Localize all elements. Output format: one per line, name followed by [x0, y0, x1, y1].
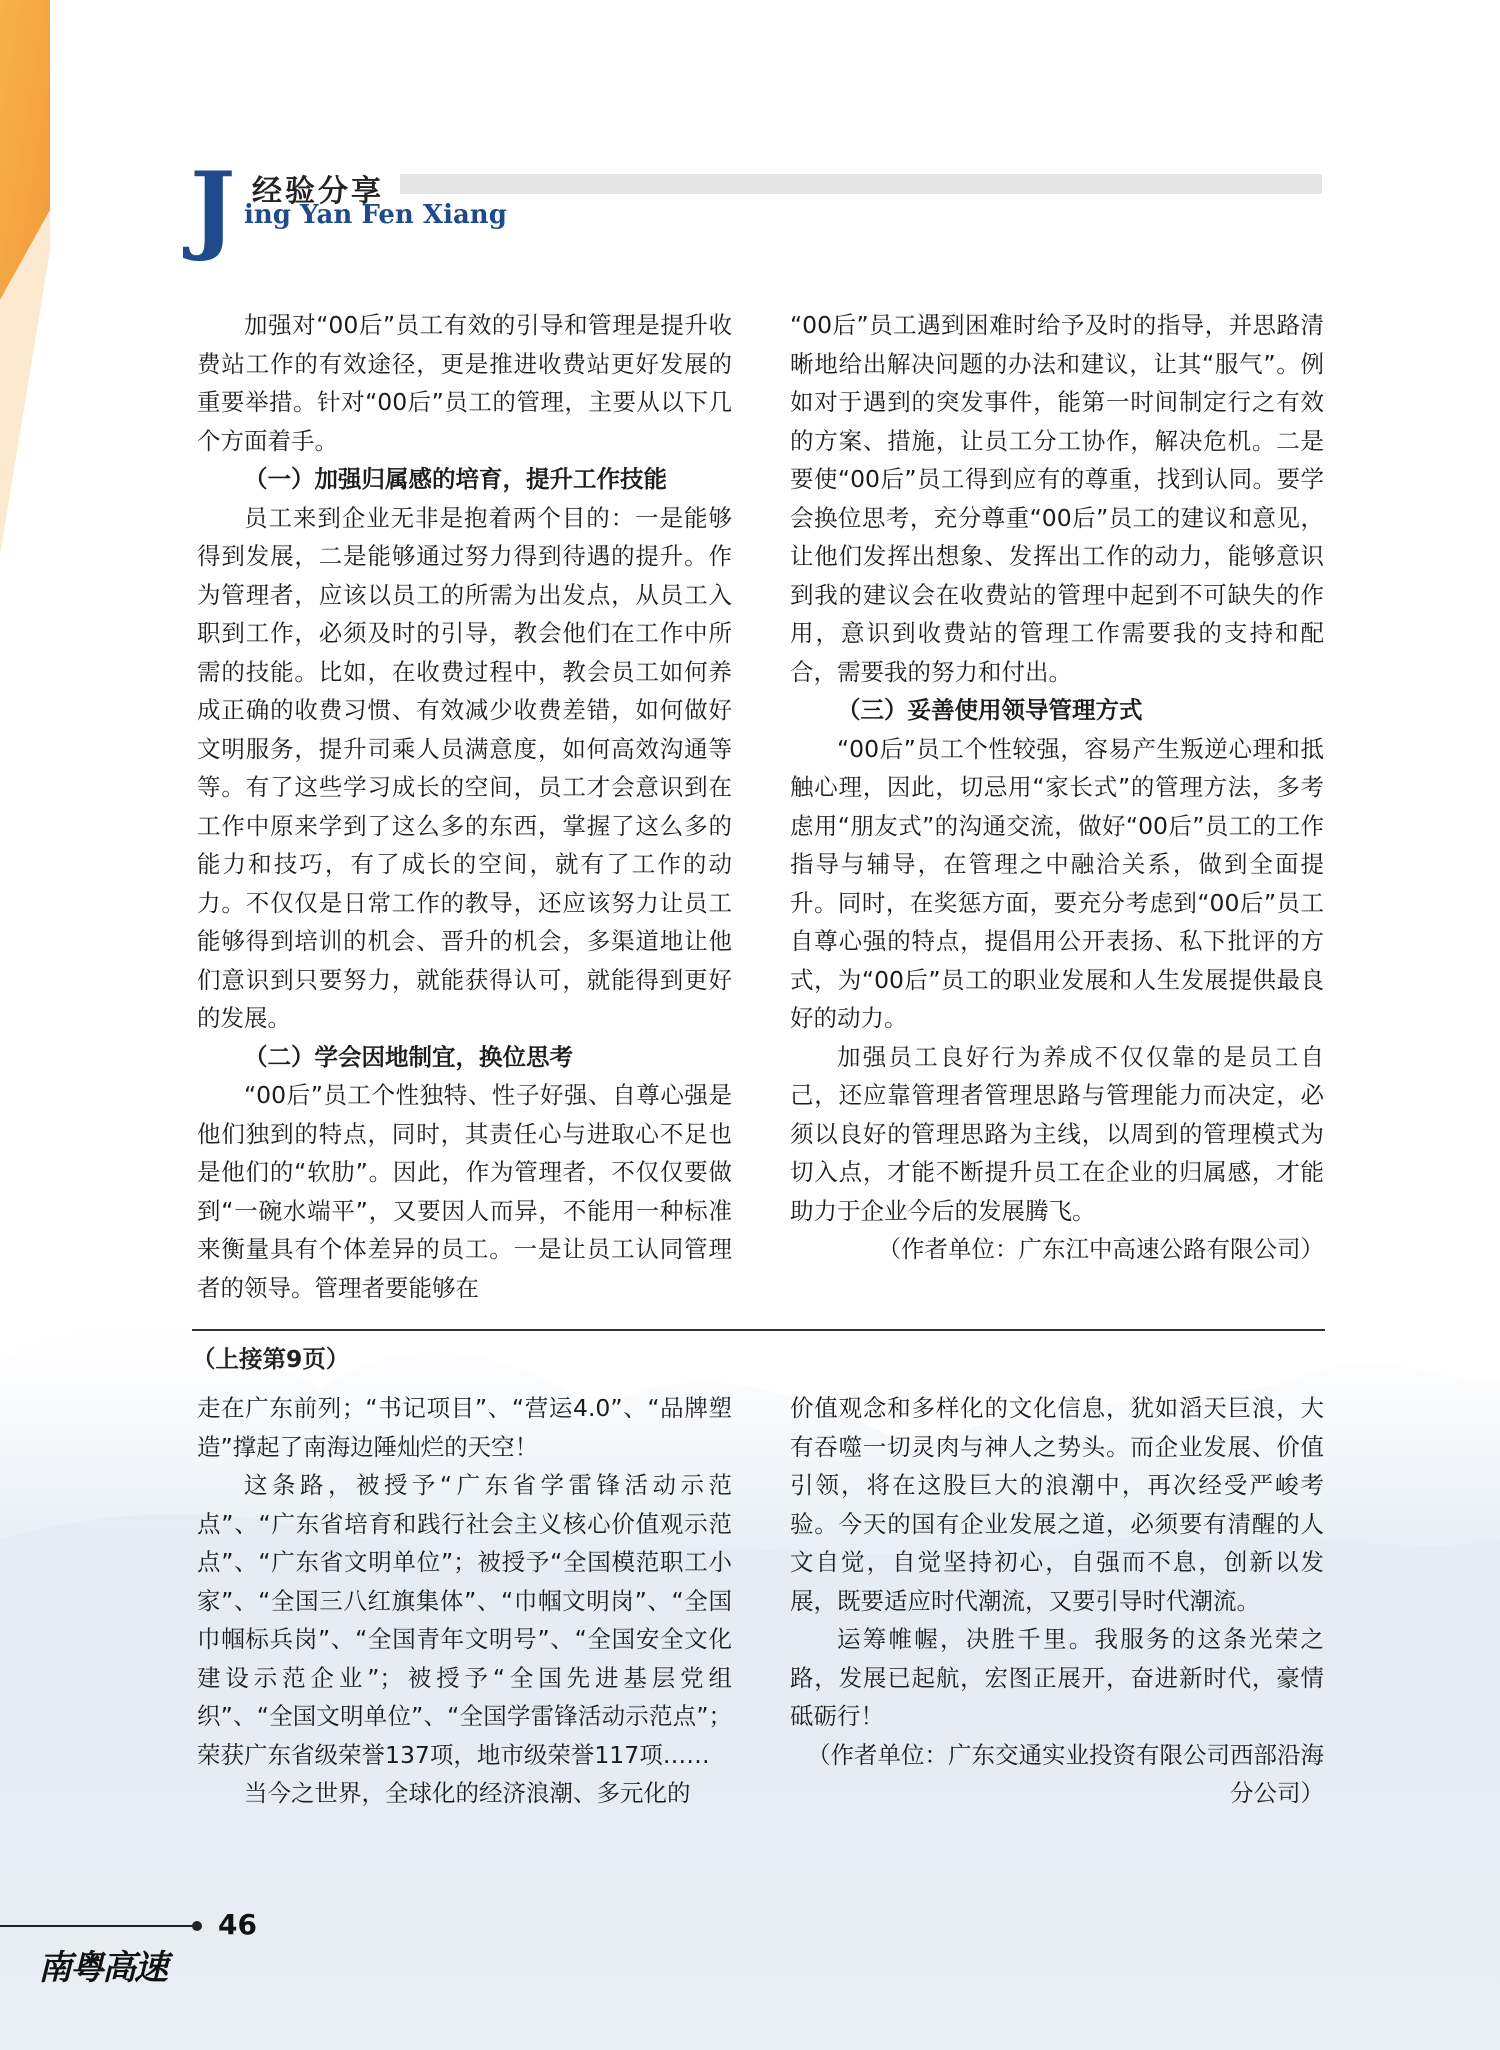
article-divider [192, 1329, 1325, 1331]
section-title: 经验分享 [252, 174, 384, 209]
section-subtitle-pinyin: ing Yan Fen Xiang [244, 200, 507, 230]
magazine-logo: 南粤高速 [38, 1948, 166, 1988]
header-bar [400, 174, 1322, 194]
page-number: 46 [218, 1908, 257, 1941]
author-affiliation: （作者单位：广东交通实业投资有限公司西部沿海分公司） [807, 1740, 1324, 1807]
article2-column-left [197, 1389, 732, 1813]
section-heading: （二）学会因地制宜，换位思考 [244, 1042, 573, 1071]
paragraph: 运筹帷幄，决胜千里。我服务的这条光荣之路，发展已起航，宏图正展开，奋进新时代，豪情砥砺行！ [790, 1625, 1324, 1730]
paragraph: 这条路，被授予“广东省学雷锋活动示范点”、“广东省培育和践行社会主义核心价值观示范点”、“广东省文明单位”；被授予“全国模范职工小家”、“全国三八红旗集体”、“巾帼文明岗”、“全国巾帼标兵岗”、“全国青年文明号”、“全国安全文化建设示范企业”；被授予“全国先进基层党组织”、“全国文明单位”、“全国学雷锋活动示范点”；荣获广东省级荣誉137项，地市级荣誉117项…… [197, 1471, 732, 1769]
paragraph: 走在广东前列；“书记项目”、“营运4.0”、“品牌塑造”撑起了南海边陲灿烂的天空！ [197, 1394, 732, 1461]
paragraph: 当今之世界，全球化的经济浪潮、多元化的 [244, 1779, 691, 1807]
continued-from-note: （上接第9页） [192, 1345, 350, 1373]
section-heading: （三）妥善使用领导管理方式 [837, 696, 1143, 724]
author-affiliation: （作者单位：广东江中高速公路有限公司） [877, 1235, 1324, 1263]
paragraph: 加强对“00后”员工有效的引导和管理是提升收费站工作的有效途径，更是推进收费站更好发展的重要举措。针对“00后”员工的管理，主要从以下几个方面着手。 [197, 311, 732, 455]
paragraph: “00后”员工个性独特、性子好强、自尊心强是他们独到的特点，同时，其责任心与进取心不足也是他们的“软肋”。因此，作为管理者，不仅仅要做到“一碗水端平”，又要因人而异，不能用一种标准来衡量具有个体差异的员工。一是让员工认同管理者的领导。管理者要能够在 [197, 1081, 732, 1302]
paragraph: 价值观念和多样化的文化信息，犹如滔天巨浪，大有吞噬一切灵肉与神人之势头。而企业发展、价值引领，将在这股巨大的浪潮中，再次经受严峻考验。今天的国有企业发展之道，必须要有清醒的人文自觉，自觉坚持初心，自强而不息，创新以发展，既要适应时代潮流，又要引导时代潮流。 [790, 1394, 1324, 1615]
footer-dot [192, 1921, 202, 1931]
article1-column-left [197, 306, 732, 1307]
header-initial-letter: J [190, 151, 236, 264]
paragraph: 加强员工良好行为养成不仅仅靠的是员工自己，还应靠管理者管理思路与管理能力而决定，必须以良好的管理思路为主线，以周到的管理模式为切入点，才能不断提升员工在企业的归属感，才能助力于企业今后的发展腾飞。 [790, 1042, 1324, 1225]
footer-rule [0, 1925, 196, 1927]
orange-corner-decoration [0, 0, 120, 560]
article2-column-right [790, 1389, 1324, 1813]
paragraph: 员工来到企业无非是抱着两个目的：一是能够得到发展，二是能够通过努力得到待遇的提升。作为管理者，应该以员工的所需为出发点，从员工入职到工作，必须及时的引导，教会他们在工作中所需的技能。比如，在收费过程中，教会员工如何养成正确的收费习惯、有效减少收费差错，如何做好文明服务，提升司乘人员满意度，如何高效沟通等等。有了这些学习成长的空间，员工才会意识到在工作中原来学到了这么多的东西，掌握了这么多的能力和技巧，有了成长的空间，就有了工作的动力。不仅仅是日常工作的教导，还应该努力让员工能够得到培训的机会、晋升的机会，多渠道地让他们意识到只要努力，就能获得认可，就能得到更好的发展。 [197, 503, 732, 1032]
section-heading: （一）加强归属感的培育，提升工作技能 [244, 465, 667, 493]
article1-column-right [790, 306, 1324, 1269]
paragraph: “00后”员工遇到困难时给予及时的指导，并思路清晰地给出解决问题的办法和建议，让其“服气”。例如对于遇到的突发事件，能第一时间制定行之有效的方案、措施，让员工分工协作，解决危机。二是要使“00后”员工得到应有的尊重，找到认同。要学会换位思考，充分尊重“00后”员工的建议和意见，让他们发挥出想象、发挥出工作的动力，能够意识到我的建议会在收费站的管理中起到不可缺失的作用，意识到收费站的管理工作需要我的支持和配合，需要我的努力和付出。 [790, 311, 1324, 686]
paragraph: “00后”员工个性较强，容易产生叛逆心理和抵触心理，因此，切忌用“家长式”的管理方法，多考虑用“朋友式”的沟通交流，做好“00后”员工的工作指导与辅导，在管理之中融洽关系，做到全面提升。同时，在奖惩方面，要充分考虑到“00后”员工自尊心强的特点，提倡用公开表扬、私下批评的方式，为“00后”员工的职业发展和人生发展提供最良好的动力。 [790, 734, 1324, 1032]
